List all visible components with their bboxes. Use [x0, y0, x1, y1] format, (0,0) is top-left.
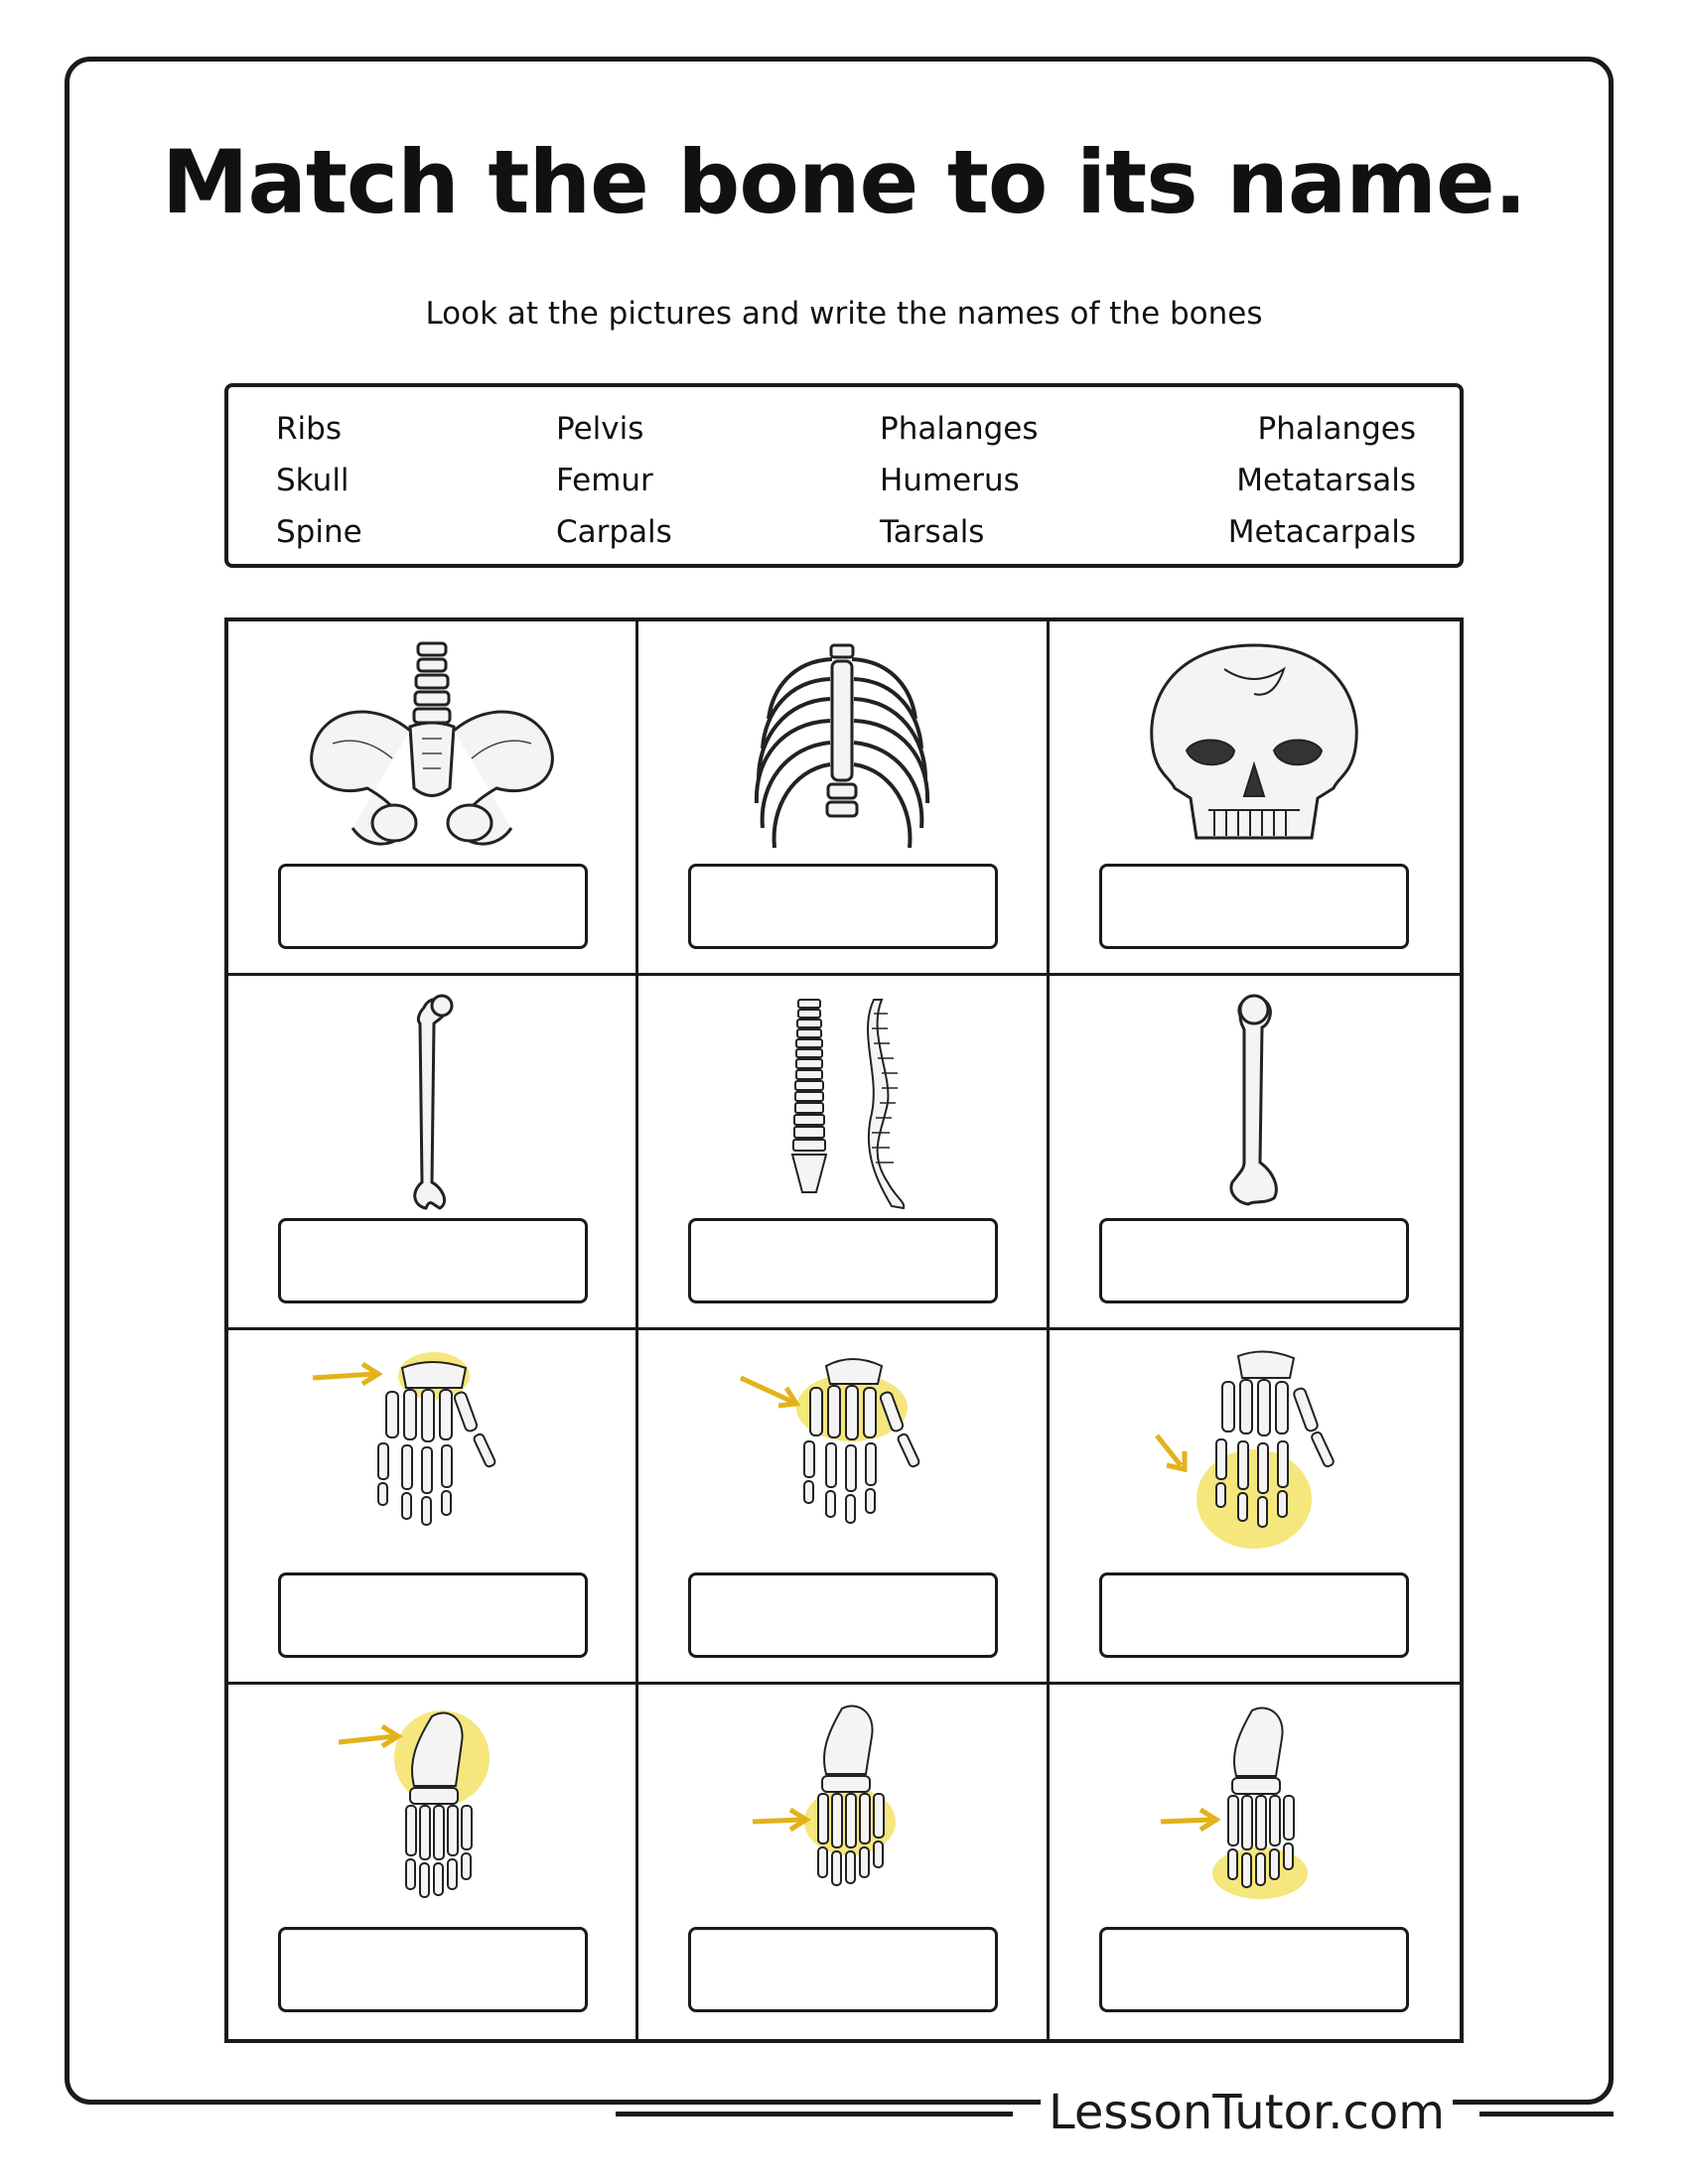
answer-box[interactable] [1099, 1218, 1409, 1303]
foot-tarsals-highlight [283, 1703, 581, 1921]
word-bank-column-3 [880, 403, 1039, 558]
bone-grid [224, 617, 1464, 2043]
answer-box[interactable] [278, 1572, 588, 1658]
bone-cell [228, 621, 638, 976]
hand-metacarpals-highlight [693, 1348, 991, 1567]
answer-box[interactable] [278, 1927, 588, 2012]
word-bank-item: Carpals [556, 514, 672, 550]
bone-cell [638, 1685, 1049, 2039]
bone-cell [638, 621, 1049, 976]
spine-illustration [693, 994, 991, 1212]
word-bank-item: Metacarpals [1227, 514, 1416, 550]
humerus-illustration [1105, 994, 1403, 1212]
femur-illustration [283, 994, 581, 1212]
answer-box[interactable] [1099, 1927, 1409, 2012]
answer-box[interactable] [1099, 864, 1409, 949]
foot-phalanges-highlight [1105, 1703, 1403, 1921]
answer-box[interactable] [1099, 1572, 1409, 1658]
ribcage-illustration [693, 639, 991, 858]
bone-cell [228, 1685, 638, 2039]
worksheet-instructions: Look at the pictures and write the names of the bones [425, 296, 1263, 332]
word-bank-item: Phalanges [880, 411, 1039, 447]
word-bank-item: Humerus [880, 463, 1020, 498]
pelvis-illustration [283, 639, 581, 858]
word-bank-item: Ribs [276, 411, 342, 447]
word-bank-column-4 [1228, 403, 1416, 558]
foot-metatarsals-highlight [693, 1703, 991, 1921]
word-bank-column-1 [276, 403, 362, 558]
footer-site-name: LessonTutor.com [1041, 2085, 1453, 2140]
word-bank-item: Spine [276, 514, 362, 550]
word-bank-column-2 [556, 403, 672, 558]
bone-cell [1050, 1330, 1460, 1685]
bone-cell [228, 1330, 638, 1685]
skull-illustration [1105, 639, 1403, 858]
answer-box[interactable] [278, 864, 588, 949]
footer-rule-right [1479, 2112, 1614, 2116]
word-bank-item: Metatarsals [1236, 463, 1416, 498]
answer-box[interactable] [278, 1218, 588, 1303]
bone-cell [638, 1330, 1049, 1685]
word-bank-item: Tarsals [880, 514, 985, 550]
bone-cell [1050, 621, 1460, 976]
word-bank-item: Skull [276, 463, 350, 498]
footer-rule-left [616, 2112, 1013, 2116]
worksheet-title: Match the bone to its name. [161, 131, 1527, 233]
word-bank [224, 383, 1464, 568]
bone-cell [1050, 1685, 1460, 2039]
answer-box[interactable] [688, 1572, 998, 1658]
hand-phalanges-highlight [1105, 1348, 1403, 1567]
bone-cell [638, 976, 1049, 1330]
bone-cell [1050, 976, 1460, 1330]
answer-box[interactable] [688, 1218, 998, 1303]
word-bank-item: Pelvis [556, 411, 644, 447]
answer-box[interactable] [688, 1927, 998, 2012]
word-bank-item: Phalanges [1257, 411, 1416, 447]
bone-cell [228, 976, 638, 1330]
answer-box[interactable] [688, 864, 998, 949]
word-bank-item: Femur [556, 463, 653, 498]
hand-carpals-highlight [283, 1348, 581, 1567]
